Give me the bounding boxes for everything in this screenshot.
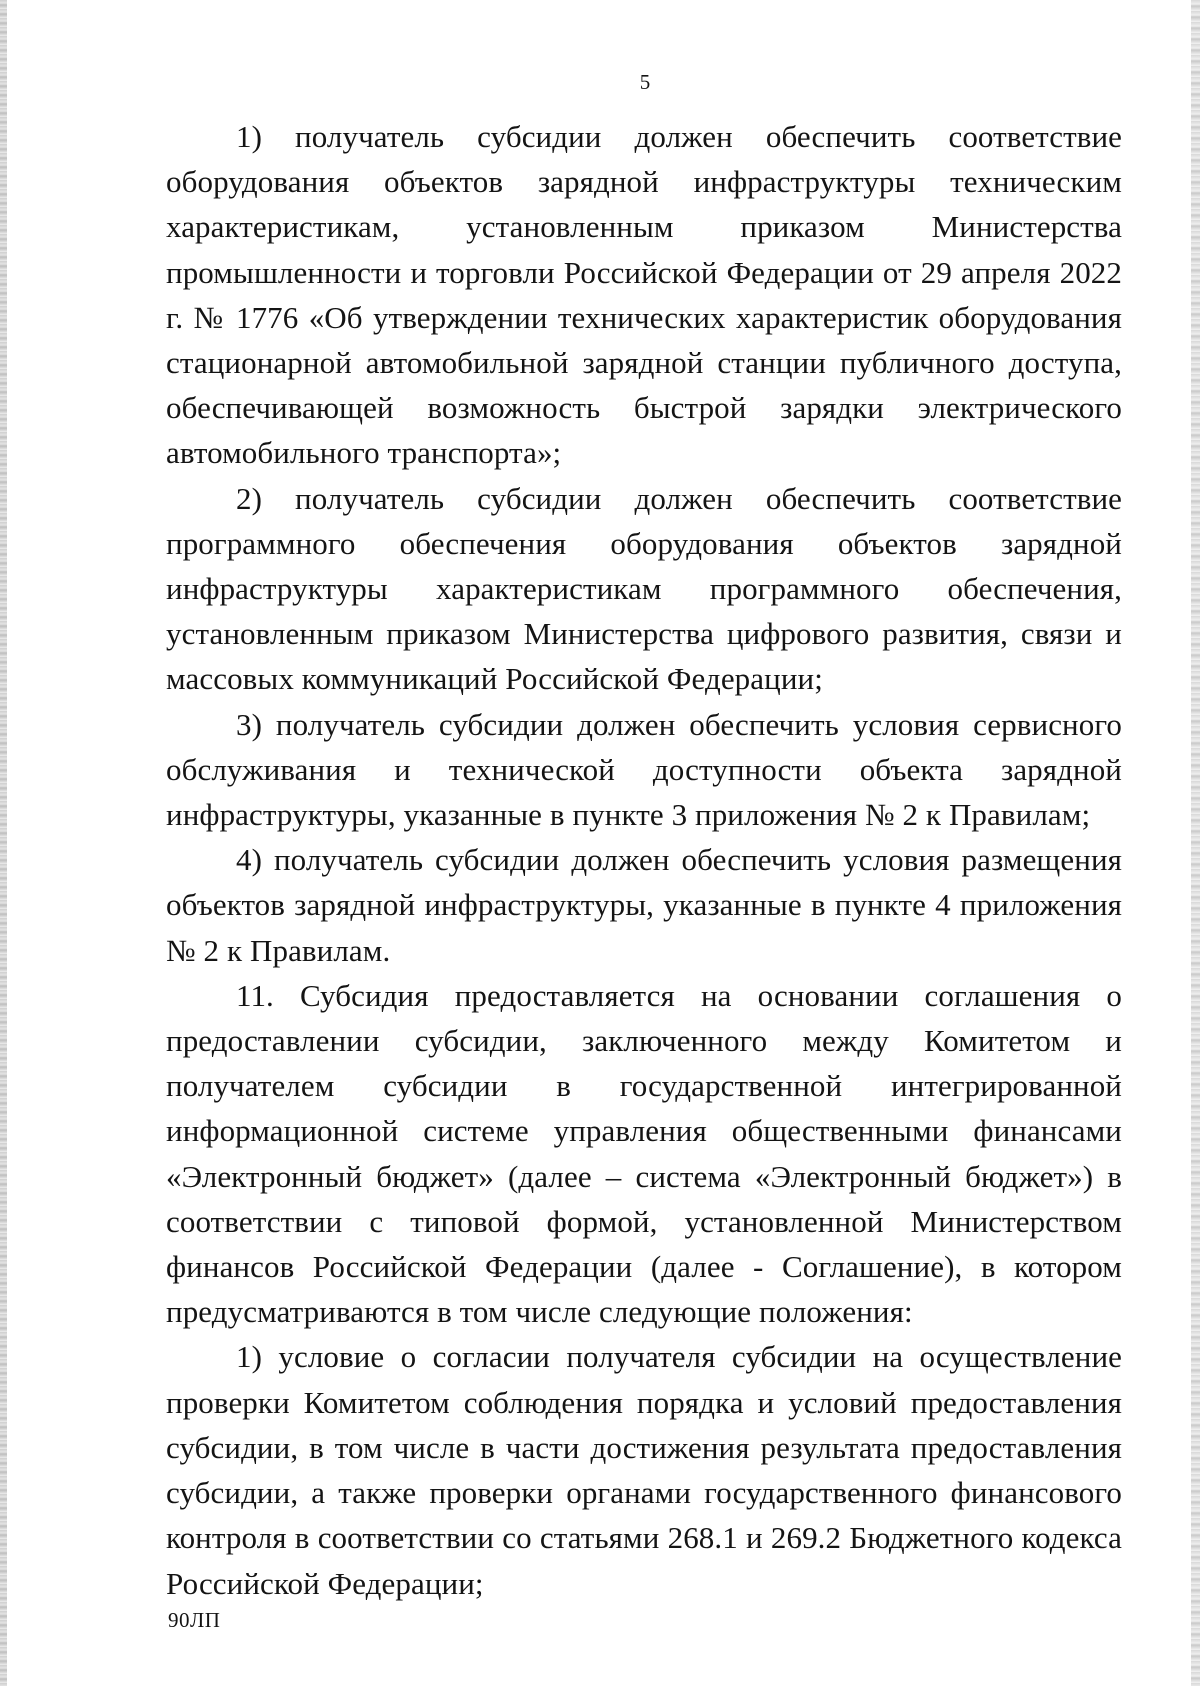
paragraph-item-1-consent: 1) условие о согласии получателя субсидии на осуществление проверки Комитетом соблюдения порядка и условий предоставления субсидии, в том числе в части достижения результата предоставления субсидии, а также проверки органами государственного финансового контроля в соответствии со статьями 268.1 и 269.2 Бюджетного кодекса Российской Федерации;: [166, 1339, 1122, 1601]
scan-edge-right: [1191, 0, 1200, 1686]
page-number: 5: [639, 70, 651, 94]
document-body: [166, 114, 1122, 1606]
paragraph-item-4-placement: 4) получатель субсидии должен обеспечить условия размещения объектов зарядной инфраструктуры, указанные в пункте 4 приложения № 2 к Правилам.: [166, 842, 1122, 968]
footer-document-code: 90ЛП: [168, 1608, 221, 1632]
paragraph-item-3-service: 3) получатель субсидии должен обеспечить условия сервисного обслуживания и технической доступности объекта зарядной инфраструктуры, указанные в пункте 3 приложения № 2 к Правилам;: [166, 706, 1122, 833]
scan-edge-left: [0, 0, 7, 1686]
paragraph-item-2-software: 2) получатель субсидии должен обеспечить соответствие программного обеспечения оборудования объектов зарядной инфраструктуры характеристикам программного обеспечения, установленным приказом Министерства цифрового развития, связи и массовых коммуникаций Российской Федерации;: [166, 480, 1122, 697]
paragraph-item-1-1776: 1) получатель субсидии должен обеспечить соответствие оборудования объектов зарядной инфраструктуры техническим характеристикам, установленным приказом Министерства промышленности и торговли Российской Федерации от 29 апреля 2022 г. № 1776 «Об утверждении технических характеристик оборудования стационарной автомобильной зарядной станции публичного доступа, обеспечивающей возможность быстрой зарядки электрического автомобильного транспорта»;: [166, 119, 1122, 471]
paragraph-section-11: 11. Субсидия предоставляется на основании соглашения о предоставлении субсидии, заключенного между Комитетом и получателем субсидии в государственной интегрированной информационной системе управления общественными финансами «Электронный бюджет» (далее – система «Электронный бюджет») в соответствии с типовой формой, установленной Министерством финансов Российской Федерации (далее - Соглашение), в котором предусматриваются в том числе следующие положения:: [166, 977, 1122, 1330]
